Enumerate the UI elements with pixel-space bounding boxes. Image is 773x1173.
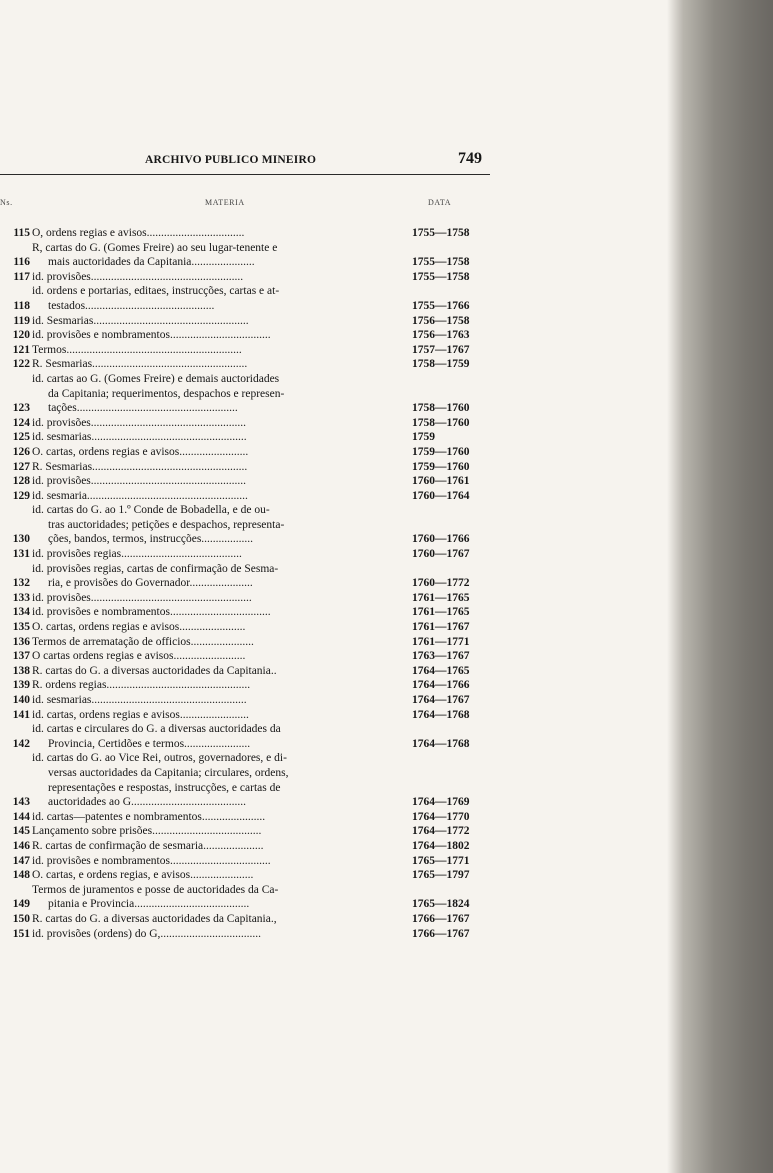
entry-matter [32, 810, 390, 825]
entry-matter [32, 489, 390, 504]
entry-matter-line: ria, e provisões do Governador...................... [48, 577, 253, 590]
entry-date: 1760—1764 [412, 489, 470, 502]
entry-matter-line: Provincia, Certidões e termos....................... [48, 737, 251, 750]
entry-matter [32, 445, 390, 460]
entry-number: 150 [12, 912, 30, 925]
entry-number: 134 [12, 606, 30, 619]
entry-matter [32, 693, 390, 708]
table-row [0, 708, 500, 723]
entry-matter [32, 649, 390, 664]
entry-number: 145 [12, 825, 30, 838]
table-row [0, 489, 500, 504]
entry-matter-line: id. provisões regias.......................................... [32, 548, 242, 561]
entry-matter-line: id. provisões e nombramentos................................... [32, 606, 271, 619]
entry-number: 118 [13, 299, 30, 312]
entry-number: 130 [12, 533, 30, 546]
entry-date: 1757—1767 [412, 343, 470, 356]
entry-matter [32, 635, 390, 650]
entry-matter [32, 562, 390, 591]
entry-matter-line: id. provisões regias, cartas de confirmação de Sesma- [32, 562, 279, 575]
entry-number: 123 [12, 402, 30, 415]
entry-date: 1755—1766 [412, 299, 470, 312]
entry-matter-line: id. Sesmarias...................................................... [32, 314, 249, 327]
table-row [0, 241, 500, 270]
entry-date: 1760—1772 [412, 577, 470, 590]
table-row [0, 664, 500, 679]
table-row [0, 839, 500, 854]
entry-matter [32, 927, 390, 942]
entry-number: 138 [12, 664, 30, 677]
entry-number: 121 [12, 343, 30, 356]
entry-date: 1755—1758 [412, 270, 470, 283]
entry-number: 125 [12, 431, 30, 444]
table-row [0, 868, 500, 883]
entry-matter-line: id. sesmarias...................................................... [32, 431, 247, 444]
table-row [0, 372, 500, 416]
entry-matter-line: representações e respostas, instrucções, e cartas de [48, 781, 281, 794]
entry-matter-line: R. cartas do G. a diversas auctoridades da Capitania., [32, 912, 277, 925]
entry-matter-line: testados............................................. [48, 299, 215, 312]
entry-matter-line: O. cartas, ordens regias e avisos....................... [32, 621, 246, 634]
entry-matter-line: mais auctoridades da Capitania...................... [48, 256, 255, 269]
index-table [0, 226, 500, 941]
entry-matter [32, 547, 390, 562]
entry-matter-line: id. cartas e circulares do G. a diversas auctoridades da [32, 723, 281, 736]
entry-number: 117 [13, 270, 30, 283]
entry-matter-line: ções, bandos, termos, instrucções.................. [48, 533, 254, 546]
entry-matter-line: R, cartas do G. (Gomes Freire) ao seu lugar-tenente e [32, 241, 278, 254]
entry-matter [32, 708, 390, 723]
entry-matter-line: id. provisões (ordens) do G,................................... [32, 927, 262, 940]
entry-matter-line: id. cartas, ordens regias e avisos........................ [32, 708, 249, 721]
entry-matter [32, 343, 390, 358]
entry-number: 116 [13, 256, 30, 269]
entry-date: 1765—1824 [412, 898, 470, 911]
entry-date: 1763—1767 [412, 650, 470, 663]
entry-date: 1764—1769 [412, 796, 470, 809]
entry-matter [32, 839, 390, 854]
entry-number: 129 [12, 489, 30, 502]
entry-matter-line: id. cartas do G. ao 1.º Conde de Bobadella, e de ou- [32, 504, 270, 517]
entry-date: 1758—1760 [412, 402, 470, 415]
table-row [0, 883, 500, 912]
entry-matter [32, 605, 390, 620]
entry-number: 128 [12, 475, 30, 488]
entry-date: 1756—1758 [412, 314, 470, 327]
entry-date: 1761—1765 [412, 591, 470, 604]
entry-matter-line: id. provisões e nombramentos................................... [32, 329, 271, 342]
entry-matter-line: O, ordens regias e avisos.................................. [32, 227, 245, 239]
entry-matter-line: R. cartas de confirmação de sesmaria..................... [32, 839, 264, 852]
entry-date: 1764—1768 [412, 708, 470, 721]
entry-matter [32, 824, 390, 839]
table-row [0, 284, 500, 313]
table-row [0, 912, 500, 927]
page-number: 749 [458, 150, 482, 167]
entry-date: 1758—1759 [412, 358, 470, 371]
table-row [0, 693, 500, 708]
entry-matter-line: id. cartas—patentes e nombramentos...................... [32, 810, 266, 823]
table-row [0, 474, 500, 489]
entry-matter [32, 474, 390, 489]
page-header [0, 152, 490, 178]
entry-matter [32, 284, 390, 313]
entry-matter [32, 430, 390, 445]
table-row [0, 810, 500, 825]
entry-number: 122 [12, 358, 30, 371]
entry-date: 1764—1765 [412, 664, 470, 677]
table-row [0, 620, 500, 635]
table-row [0, 562, 500, 591]
entry-matter [32, 664, 390, 679]
entry-matter [32, 883, 390, 912]
entry-matter [32, 460, 390, 475]
entry-matter-line: versas auctoridades da Capitania; circulares, ordens, [48, 766, 289, 779]
entry-matter [32, 241, 390, 270]
entry-number: 142 [12, 737, 30, 750]
entry-matter [32, 678, 390, 693]
entry-number: 151 [12, 927, 30, 940]
entry-date: 1764—1770 [412, 810, 470, 823]
entry-matter [32, 868, 390, 883]
entry-number: 132 [12, 577, 30, 590]
entry-number: 126 [12, 445, 30, 458]
table-row [0, 722, 500, 751]
entry-matter [32, 751, 390, 809]
entry-matter-line: id. ordens e portarias, editaes, instrucções, cartas e at- [32, 285, 280, 298]
entry-matter-line: Lançamento sobre prisões...................................... [32, 825, 262, 838]
entry-number: 120 [12, 329, 30, 342]
entry-matter-line: O. cartas, e ordens regias, e avisos...................... [32, 869, 254, 882]
entry-date: 1766—1767 [412, 927, 470, 940]
entry-matter-line: R. cartas do G. a diversas auctoridades da Capitania.. [32, 664, 277, 677]
entry-matter [32, 912, 390, 927]
entry-date: 1756—1763 [412, 329, 470, 342]
column-header-number: Ns. [0, 198, 13, 207]
entry-date: 1766—1767 [412, 912, 470, 925]
table-row [0, 824, 500, 839]
entry-matter [32, 591, 390, 606]
entry-date: 1759—1760 [412, 460, 470, 473]
header-rule [0, 174, 490, 175]
table-row [0, 635, 500, 650]
entry-number: 149 [12, 898, 30, 911]
table-row [0, 328, 500, 343]
table-row [0, 416, 500, 431]
table-row [0, 591, 500, 606]
table-row [0, 343, 500, 358]
entry-matter-line: pitania e Provincia........................................ [48, 898, 250, 911]
entry-matter-line: O. cartas, ordens regias e avisos........................ [32, 445, 249, 458]
entry-matter-line: R. ordens regias.................................................. [32, 679, 251, 692]
entry-number: 139 [12, 679, 30, 692]
entry-number: 146 [12, 839, 30, 852]
entry-date: 1765—1771 [412, 854, 470, 867]
entry-matter [32, 503, 390, 547]
table-row [0, 503, 500, 547]
entry-date: 1764—1767 [412, 694, 470, 706]
table-row [0, 927, 500, 942]
entry-matter-line: auctoridades ao G........................................ [48, 796, 247, 809]
entry-date: 1758—1760 [412, 416, 470, 429]
entry-date: 1764—1802 [412, 839, 470, 852]
entry-number: 119 [13, 314, 30, 327]
table-row [0, 314, 500, 329]
entry-matter [32, 416, 390, 431]
entry-date: 1760—1767 [412, 548, 470, 561]
entry-number: 124 [12, 416, 30, 429]
entry-date: 1755—1758 [412, 227, 470, 239]
entry-date: 1761—1767 [412, 621, 470, 634]
entry-matter [32, 314, 390, 329]
entry-number: 136 [12, 635, 30, 648]
table-row [0, 460, 500, 475]
table-row [0, 445, 500, 460]
table-row [0, 357, 500, 372]
entry-number: 133 [12, 591, 30, 604]
entry-date: 1761—1771 [412, 635, 470, 648]
entry-matter-line: id. sesmarias...................................................... [32, 694, 247, 706]
table-row [0, 678, 500, 693]
entry-number: 135 [12, 621, 30, 634]
entry-date: 1760—1766 [412, 533, 470, 546]
column-header-matter: MATERIA [205, 198, 245, 207]
entry-number: 148 [12, 869, 30, 882]
entry-matter-line: tras auctoridades; petições e despachos, representa- [48, 518, 285, 531]
table-row [0, 649, 500, 664]
entry-matter [32, 226, 390, 241]
entry-matter [32, 270, 390, 285]
entry-date: 1764—1766 [412, 679, 470, 692]
entry-matter-line: Termos de arrematação de officios...................... [32, 635, 254, 648]
entry-matter-line: da Capitania; requerimentos, despachos e represen- [48, 387, 285, 400]
table-row [0, 270, 500, 285]
entry-matter-line: tações........................................................ [48, 402, 238, 415]
entry-number: 140 [12, 694, 30, 706]
entry-matter [32, 722, 390, 751]
entry-matter-line: id. provisões..................................................... [32, 270, 244, 283]
entry-matter-line: Termos............................................................. [32, 343, 242, 356]
entry-matter-line: O cartas ordens regias e avisos......................... [32, 650, 246, 663]
entry-date: 1760—1761 [412, 475, 470, 488]
column-header-date: DATA [428, 198, 452, 207]
entry-matter-line: id. provisões........................................................ [32, 591, 252, 604]
entry-date: 1759—1760 [412, 445, 470, 458]
book-binding-edge [683, 0, 773, 1173]
entry-date: 1764—1768 [412, 737, 470, 750]
entry-matter-line: id. cartas do G. ao Vice Rei, outros, governadores, e di- [32, 752, 287, 765]
entry-matter-line: id. provisões...................................................... [32, 475, 247, 488]
entry-date: 1755—1758 [412, 256, 470, 269]
entry-date: 1764—1772 [412, 825, 470, 838]
entry-matter [32, 357, 390, 372]
entry-number: 147 [12, 854, 30, 867]
table-row [0, 226, 500, 241]
entry-number: 127 [12, 460, 30, 473]
entry-matter-line: R. Sesmarias...................................................... [32, 460, 248, 473]
entry-number: 141 [12, 708, 30, 721]
entry-matter [32, 328, 390, 343]
entry-date: 1759 [412, 431, 435, 444]
table-row [0, 547, 500, 562]
entry-number: 131 [12, 548, 30, 561]
entry-matter-line: id. cartas ao G. (Gomes Freire) e demais auctoridades [32, 372, 280, 385]
entry-matter [32, 620, 390, 635]
entry-date: 1765—1797 [412, 869, 470, 882]
table-row [0, 605, 500, 620]
entry-matter-line: Termos de juramentos e posse de auctoridades da Ca- [32, 883, 279, 896]
entry-number: 143 [12, 796, 30, 809]
page-title: ARCHIVO PUBLICO MINEIRO [145, 154, 317, 166]
entry-matter-line: id. provisões e nombramentos................................... [32, 854, 271, 867]
entry-number: 115 [13, 227, 30, 239]
entry-number: 144 [12, 810, 30, 823]
entry-matter [32, 372, 390, 416]
entry-matter [32, 854, 390, 869]
entry-number: 137 [12, 650, 30, 663]
entry-matter-line: id. provisões...................................................... [32, 416, 247, 429]
table-row [0, 751, 500, 809]
entry-date: 1761—1765 [412, 606, 470, 619]
entry-matter-line: R. Sesmarias...................................................... [32, 358, 248, 371]
entry-matter-line: id. sesmaria........................................................ [32, 489, 248, 502]
table-row [0, 430, 500, 445]
table-row [0, 854, 500, 869]
